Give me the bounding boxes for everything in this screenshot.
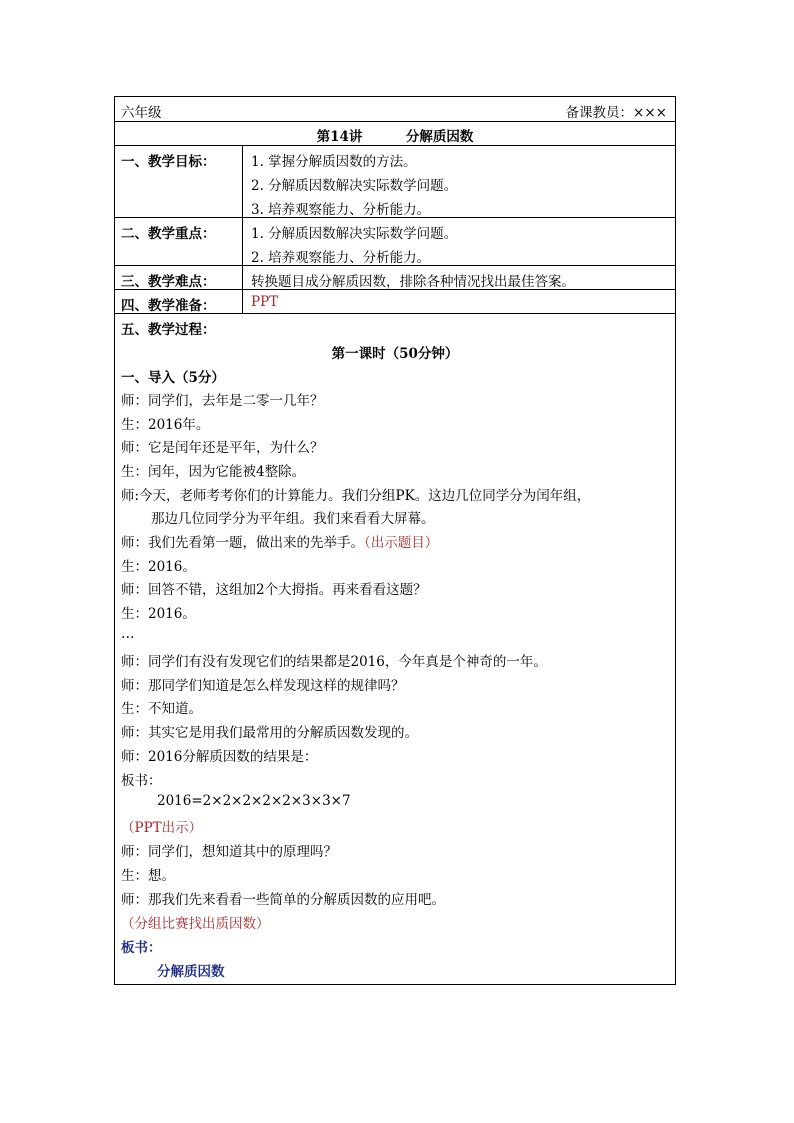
title-row (115, 121, 675, 145)
difficulties-text: 转换题目成分解质因数，排除各种情况找出最佳答案。 (251, 274, 575, 290)
key-point-item: 1. 分解质因数解决实际数学问题。 (251, 226, 458, 242)
intro-title: 一、导入（5分） (121, 370, 225, 386)
dialogue-line: 师：回答不错，这组加2个大拇指。再来看看这题？ (121, 582, 427, 598)
header-row (115, 97, 675, 121)
goals-row (115, 145, 675, 217)
lecture-number: 第14讲 (316, 129, 363, 145)
preparation-text: PPT (251, 294, 279, 310)
dialogue-line: 生：2016。 (121, 559, 196, 575)
lecture-topic: 分解质因数 (405, 129, 474, 145)
process-label: 五、教学过程： (121, 322, 216, 338)
key-point-item: 2. 培养观察能力、分析能力。 (251, 250, 431, 266)
dialogue-line: 生：2016年。 (121, 417, 210, 433)
dialogue-line: 师：同学们，去年是二零一几年？ (121, 393, 324, 409)
difficulties-row (115, 265, 675, 289)
key-points-label: 二、教学重点： (115, 218, 243, 265)
difficulties-label: 三、教学难点： (115, 266, 243, 289)
dialogue-line: 师：同学们有没有发现它们的结果都是2016，今年真是个神奇的一年。 (121, 654, 547, 670)
grade-label: 六年级 (121, 105, 162, 121)
annotation-group-contest: （分组比赛找出质因数） (121, 916, 270, 932)
dialogue-line: 生：闰年，因为它能被4整除。 (121, 464, 306, 480)
lesson-plan-table (114, 96, 676, 985)
dialogue-line: 师：那同学们知道是怎么样发现这样的规律吗？ (121, 678, 405, 694)
goal-item: 3. 培养观察能力、分析能力。 (251, 202, 431, 218)
dialogue-line: 生：不知道。 (121, 701, 202, 717)
factorization-formula: 2016=2×2×2×2×2×3×3×7 (157, 793, 351, 809)
annotation-show-question: （出示题目） (364, 535, 439, 551)
dialogue-line-continued: 那边几位同学分为平年组。我们来看看大屏幕。 (151, 511, 435, 527)
teacher-label: 备课教员：××× (565, 105, 667, 121)
dialogue-line: 生：2016。 (121, 606, 196, 622)
dialogue-line: 师：那我们先来看看一些简单的分解质因数的应用吧。 (121, 892, 445, 908)
board-heading: 分解质因数 (157, 964, 225, 980)
dialogue-line: 师：同学们，想知道其中的原理吗？ (121, 844, 337, 860)
annotation-ppt: （PPT出示） (121, 820, 203, 836)
board-label-bold: 板书： (121, 940, 162, 956)
goal-item: 2. 分解质因数解决实际数学问题。 (251, 178, 458, 194)
ellipsis-line: … (121, 626, 135, 642)
board-label: 板书： (121, 773, 162, 789)
goal-item: 1. 掌握分解质因数的方法。 (251, 154, 417, 170)
process-section (115, 313, 675, 984)
dialogue-line: 生：想。 (121, 868, 175, 884)
key-points-row (115, 217, 675, 265)
dialogue-line: 师：2016分解质因数的结果是： (121, 749, 318, 765)
goals-label: 一、教学目标： (115, 146, 243, 217)
dialogue-line: 师:今天，老师考考你们的计算能力。我们分组PK。这边几位同学分为闰年组， (121, 488, 591, 504)
session-title: 第一课时（50分钟） (331, 346, 459, 362)
dialogue-line: 师：它是闰年还是平年，为什么？ (121, 440, 324, 456)
dialogue-text: 师：我们先看第一题，做出来的先举手。 (121, 535, 364, 551)
dialogue-line: 师：其实它是用我们最常用的分解质因数发现的。 (121, 725, 418, 741)
preparation-row (115, 289, 675, 313)
dialogue-line (121, 531, 438, 551)
preparation-label: 四、教学准备： (115, 290, 243, 313)
